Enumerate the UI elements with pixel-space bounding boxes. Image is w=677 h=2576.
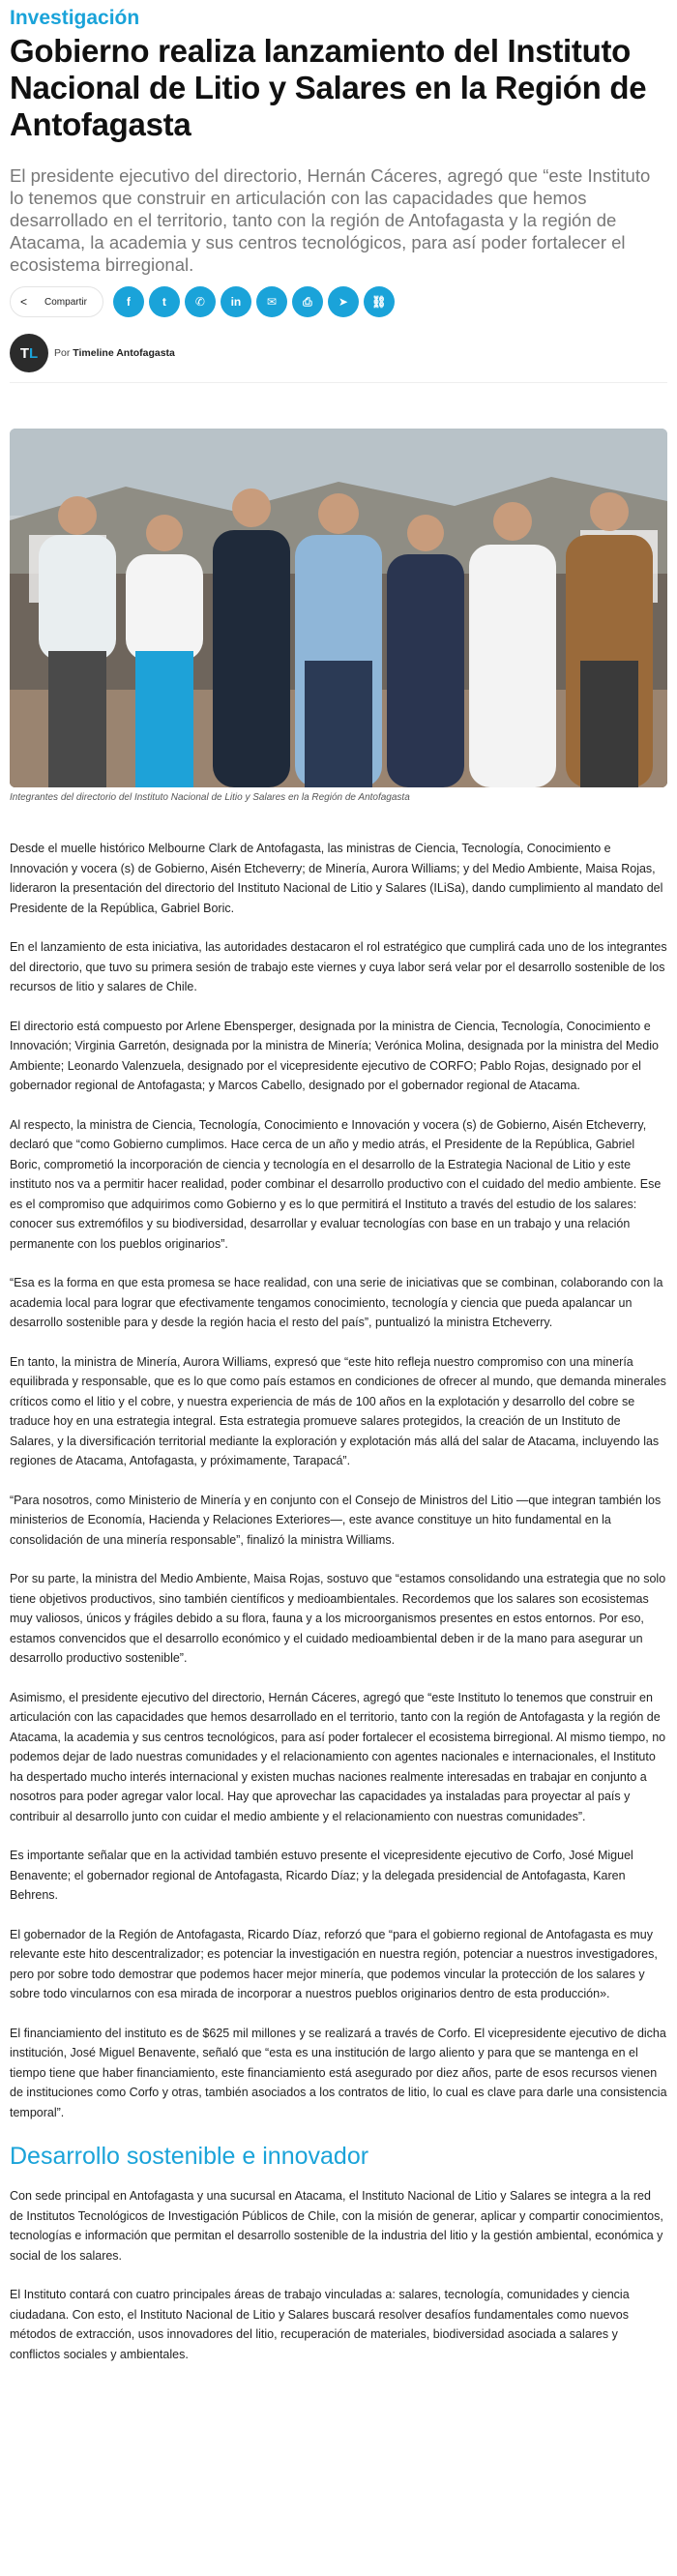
author-text	[54, 347, 175, 359]
article-photo	[10, 429, 667, 787]
group-photo-illustration	[10, 429, 667, 787]
photo-caption: Integrantes del directorio del Instituto Nacional de Litio y Salares en la Región de Antofagasta	[10, 792, 410, 803]
paragraph: El Instituto contará con cuatro principales áreas de trabajo vinculadas a: salares, tecnología, comunidades y ciencia ciudadana. Con esto, el Instituto Nacional de Litio y Salares buscará resolver desafíos fundamentales como nuevos métodos de extracción, usos innovadores del litio, recuperación de materiales, biodiversidad asociada a salares y conflictos sociales y ambientales.	[10, 2288, 630, 2361]
paragraph: Al respecto, la ministra de Ciencia, Tecnología, Conocimiento e Innovación y vocera (s) de Gobierno, Aisén Etcheverry, declaró que “como Gobierno cumplimos. Hace cerca de un año y medio atrás, el Presidente de la República, Gabriel Boric, comprometió la incorporación de ciencia y tecnología en el desarrollo de la Estrategia Nacional de Litio y este instituto nos va a permitir hacer realidad, poder combinar el desarrollo productivo con el cuidado del medio ambiente. Ese es el compromiso que adquirimos como Gobierno y es lo que permitirá el Instituto a través del estudio de los salares: conocer sus extremófilos y su biodiversidad, desarrollar y evaluar tecnologías con base en un trabajo y una relación permanente con los pueblos originarios”.	[10, 1117, 662, 1251]
whatsapp-icon: ✆	[194, 295, 205, 309]
paragraph: Es importante señalar que en la actividad también estuvo presente el vicepresidente ejecutivo de Corfo, José Miguel Benavente; el gobernador regional de Antofagasta, Ricardo Díaz; y la delegada presidencial de Antofagasta, Karen Behrens.	[10, 1849, 633, 1902]
copy-link-icon: ⛓	[371, 295, 387, 309]
print-icon: ⎙	[303, 294, 312, 309]
article	[0, 6, 677, 2364]
linkedin-icon: in	[230, 295, 242, 309]
article-lead: El presidente ejecutivo del directorio, Hernán Cáceres, agregó que “este Instituto lo tenemos que construir en articulación con las capacidades que hemos desarrollado en el territorio, tanto con la región de Antofagasta y la región de Atacama, la academia y sus centros tecnológicos, para así poder fortalecer el ecosistema birregional.	[10, 165, 651, 275]
author-name[interactable]: Timeline Antofagasta	[73, 347, 175, 359]
linkedin-share-button[interactable]	[221, 286, 251, 317]
paragraph: El financiamiento del instituto es de $625 mil millones y se realizará a través de Corfo. El vicepresidente ejecutivo de dicha institución, José Miguel Benavente, señaló que “esta es una institución de largo aliento y para que se mantenga en el tiempo tiene que haber financiamiento, este financiamiento está asegurado por diez años, parte de esos recursos vienen de instituciones como Corfo y otras, también asociados a los contratos de litio, lo cual es clave para darle una consistencia temporal”.	[10, 2026, 667, 2119]
avatar-letter-t: T	[19, 344, 29, 362]
avatar-letter-l: L	[29, 344, 39, 362]
facebook-icon: f	[126, 295, 131, 309]
whatsapp-share-button[interactable]	[185, 286, 216, 317]
section-heading: Desarrollo sostenible e innovador	[10, 2143, 369, 2170]
paragraph: “Esa es la forma en que esta promesa se hace realidad, con una serie de iniciativas que se combinan, colaborando con la academia local para lograr que efectivamente tengamos conocimiento, tecnología y ciencia que pueda apalancar un desarrollo sostenible para y desde la región hacia el resto del país”, puntualizó la ministra Etcheverry.	[10, 1276, 663, 1329]
paragraph: En tanto, la ministra de Minería, Aurora Williams, expresó que “este hito refleja nuestro compromiso con una minería equilibrada y responsable, que es lo que como país estamos en condiciones de ofrecer al mundo, que demanda minerales críticos como el litio y el cobre, y nuestra experiencia de más de 100 años en la explotación y desarrollo del cobre se traduce hoy en una estrategia integral. Esta estrategia promueve salares protegidos, la creación de un Instituto de Salares, y la diversificación territorial mediante la exploración y explotación más allá del salar de Atacama, incluyendo las regiones de Atacama, Antofagasta, y próximamente, Tarapacá”.	[10, 1354, 666, 1467]
paragraph: El gobernador de la Región de Antofagasta, Ricardo Díaz, reforzó que “para el gobierno regional de Antofagasta es muy relevante este hito descentralizador; es potenciar la investigación en nuestra región, potenciar a nuestros investigadores, pero por sobre todo demostrar que podemos hacer mejor minería, que podemos vincular la protección de los salares y sobre todo vincularnos con esa mirada de incorporar a nuestros pueblos originarios dentro de esta producción».	[10, 1927, 658, 2000]
category-link[interactable]: Investigación	[10, 7, 140, 29]
email-icon: ✉	[266, 295, 277, 309]
article-title: Gobierno realiza lanzamiento del Instituto Nacional de Litio y Salares en la Región de Antofagasta	[10, 33, 647, 142]
share-label: Compartir	[44, 296, 87, 308]
author-prefix: Por	[54, 347, 71, 359]
paragraph: Desde el muelle histórico Melbourne Clark de Antofagasta, las ministras de Ciencia, Tecnología, Conocimiento e Innovación y vocera (s) de Gobierno, Aisén Etcheverry; de Minería, Aurora Williams; y del Medio Ambiente, Maisa Rojas, lideraron la presentación del directorio del Instituto Nacional de Litio y Salares (ILiSa), dando cumplimiento al mandato del Presidente de la República, Gabriel Boric.	[10, 842, 663, 915]
paragraphs-section-2	[10, 2186, 667, 2364]
share-button[interactable]	[10, 286, 103, 317]
avatar[interactable]	[10, 334, 48, 372]
paragraph: Asimismo, el presidente ejecutivo del directorio, Hernán Cáceres, agregó que “este Instituto lo tenemos que construir en articulación con las capacidades que hemos desarrollado en el territorio, tanto con la región de Antofagasta y la región de Atacama, la academia y sus centros tecnológicos, para así poder fortalecer el ecosistema birregional. Al mismo tiempo, no podemos dejar de lado nuestras comunidades y el relacionamiento con agentes nacionales e internacionales, el Instituto ha despertado mucho interés internacional y existen muchas naciones realmente interesadas en trabajar en conjunto a nosotros para poder agregar valor local. Hay que aprovechar las capacidades ya instaladas para proyectar al país y contribuir al desarrollo junto con cuidar el medio ambiente y el relacionamiento con nuestras comunidades”.	[10, 1690, 666, 1823]
share-buttons	[113, 286, 399, 317]
paragraphs-section-1	[10, 839, 667, 2122]
divider	[10, 382, 667, 383]
telegram-icon: ➤	[338, 295, 348, 309]
article-body	[10, 839, 667, 2364]
paragraph: Con sede principal en Antofagasta y una sucursal en Atacama, el Instituto Nacional de Litio y Salares se integra a la red de Institutos Tecnológicos de Investigación Públicos de Chile, con la misión de generar, aplicar y compartir conocimientos, tecnologías e información que permitan el desarrollo sostenible de la industria del litio y la gestión ambiental, económica y social de los salares.	[10, 2189, 663, 2263]
share-icon: <	[20, 295, 28, 309]
twitter-icon: t	[162, 295, 166, 309]
paragraph: El directorio está compuesto por Arlene Ebensperger, designada por la ministra de Ciencia, Tecnología, Conocimiento e Innovación; Virginia Garretón, designada por la ministra de Minería; Verónica Molina, designada por la ministra del Medio Ambiente; Leonardo Valenzuela, designado por el vicepresidente ejecutivo de CORFO; Pablo Rojas, designado por el gobernador regional de Antofagasta; y Marcos Cabello, designado por el gobernador regional de Atacama.	[10, 1019, 659, 1092]
email-share-button[interactable]	[256, 286, 287, 317]
share-bar	[10, 285, 667, 318]
telegram-share-button[interactable]	[328, 286, 359, 317]
author-byline	[10, 334, 667, 372]
paragraph: “Para nosotros, como Ministerio de Minería y en conjunto con el Consejo de Ministros del Litio —que integran también los ministerios de Economía, Hacienda y Relaciones Exteriores—, este avance constituye un hito fundamental en la consolidación de una minería responsable”, finalizó la ministra Williams.	[10, 1493, 662, 1547]
facebook-share-button[interactable]	[113, 286, 144, 317]
paragraph: En el lanzamiento de esta iniciativa, las autoridades destacaron el rol estratégico que cumplirá cada uno de los integrantes del directorio, que tuvo su primera sesión de trabajo este viernes y cuya labor será velar por el desarrollo sostenible de los recursos de litio y salares de Chile.	[10, 940, 667, 993]
paragraph: Por su parte, la ministra del Medio Ambiente, Maisa Rojas, sostuvo que “estamos consolidando una estrategia que no solo tiene objetivos productivos, sino también científicos y medioambientales. Recordemos que los salares son ecosistemas muy valiosos, únicos y frágiles debido a su flora, fauna y a los microorganismos presentes en estos entornos. Por eso, estamos convencidos que el desarrollo económico y el cuidado medioambiental deben ir de la mano para asegurar un desarrollo productivo sostenible”.	[10, 1572, 666, 1665]
copy-link-share-button[interactable]	[364, 286, 395, 317]
print-share-button[interactable]	[292, 286, 323, 317]
twitter-share-button[interactable]	[149, 286, 180, 317]
